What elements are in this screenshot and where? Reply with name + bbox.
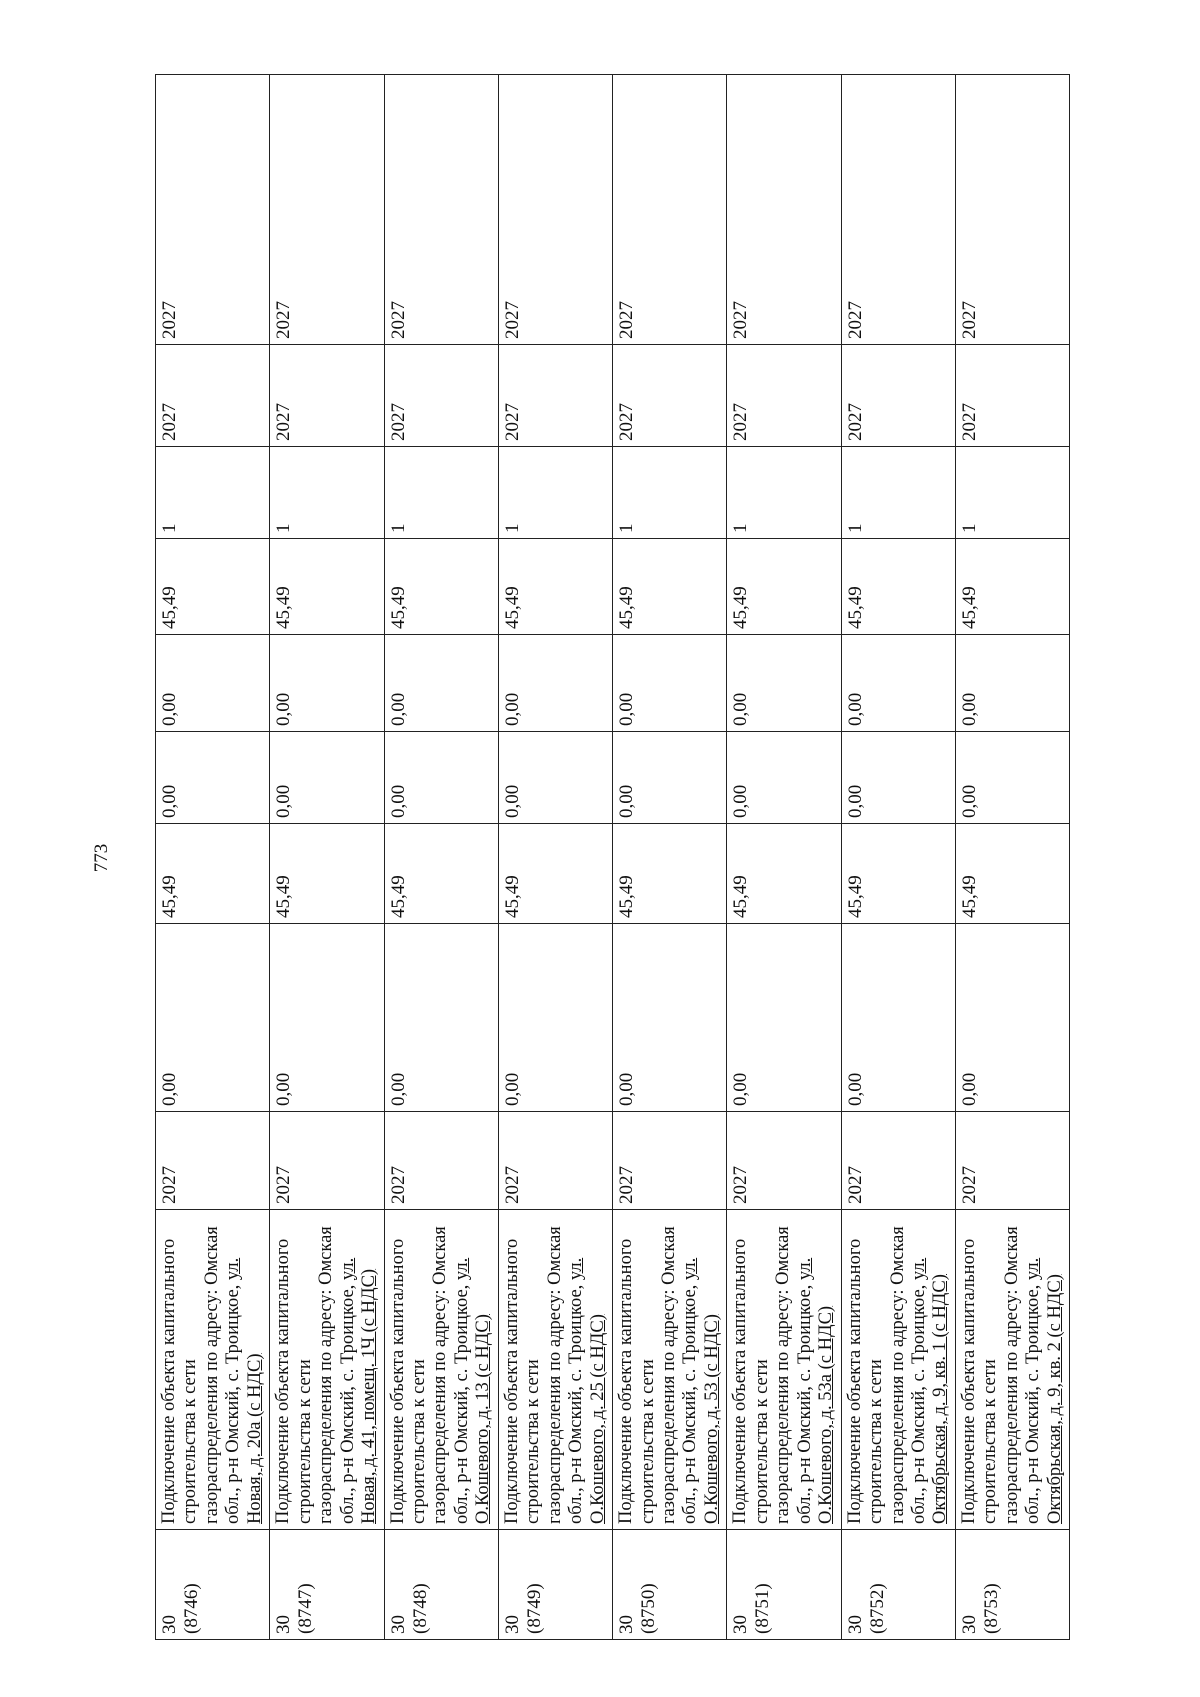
table-body bbox=[156, 75, 1070, 1640]
row-code: (8752) bbox=[866, 1583, 888, 1634]
row-number: 30 bbox=[501, 1615, 523, 1634]
table-row bbox=[841, 75, 955, 1640]
count-cell: 1 bbox=[727, 447, 841, 539]
description-cell bbox=[156, 1210, 270, 1530]
row-number: 30 bbox=[387, 1615, 409, 1634]
year-cell: 2027 bbox=[498, 345, 612, 447]
value-cell: 0,00 bbox=[156, 924, 270, 1112]
value-cell: 45,49 bbox=[613, 824, 727, 924]
description-address: ул. О.Кошевого, д. 53 (с НДС) bbox=[680, 1257, 722, 1524]
start-year-cell: 2027 bbox=[613, 1112, 727, 1210]
value-cell: 0,00 bbox=[727, 924, 841, 1112]
value-cell: 45,49 bbox=[498, 824, 612, 924]
value-cell: 45,49 bbox=[156, 539, 270, 635]
count-cell: 1 bbox=[384, 447, 498, 539]
description-cell bbox=[384, 1210, 498, 1530]
description-text: Подключение объекта капитального строительства к сети газораспределения по адресу: Омская обл., р-н Омский, с. Троицкое, bbox=[844, 1226, 929, 1524]
description-text: Подключение объекта капитального строительства к сети газораспределения по адресу: Омская обл., р-н Омский, с. Троицкое, bbox=[730, 1226, 815, 1524]
value-cell: 0,00 bbox=[613, 924, 727, 1112]
description-address: ул. Новая, д. 20а (с НДС) bbox=[223, 1257, 265, 1524]
count-cell: 1 bbox=[613, 447, 727, 539]
value-cell: 0,00 bbox=[955, 732, 1069, 824]
value-cell: 45,49 bbox=[955, 824, 1069, 924]
row-code: (8748) bbox=[409, 1583, 431, 1634]
value-cell: 0,00 bbox=[270, 924, 384, 1112]
row-code: (8749) bbox=[523, 1583, 545, 1634]
value-cell: 45,49 bbox=[841, 539, 955, 635]
count-cell: 1 bbox=[270, 447, 384, 539]
row-number-cell bbox=[498, 1530, 612, 1640]
row-number-cell bbox=[841, 1530, 955, 1640]
year-cell: 2027 bbox=[498, 75, 612, 345]
year-cell: 2027 bbox=[955, 75, 1069, 345]
row-number-cell bbox=[384, 1530, 498, 1640]
value-cell: 0,00 bbox=[727, 732, 841, 824]
table-row bbox=[270, 75, 384, 1640]
description-cell bbox=[955, 1210, 1069, 1530]
year-cell: 2027 bbox=[270, 75, 384, 345]
description-address: ул. Октябрьская, д. 9, кв. 1 (с НДС) bbox=[908, 1257, 951, 1524]
value-cell: 0,00 bbox=[613, 732, 727, 824]
description-text: Подключение объекта капитального строительства к сети газораспределения по адресу: Омская обл., р-н Омский, с. Троицкое, bbox=[958, 1226, 1044, 1524]
value-cell: 45,49 bbox=[270, 824, 384, 924]
table-row bbox=[727, 75, 841, 1640]
value-cell: 45,49 bbox=[270, 539, 384, 635]
row-number-cell bbox=[156, 1530, 270, 1640]
start-year-cell: 2027 bbox=[270, 1112, 384, 1210]
table-row bbox=[384, 75, 498, 1640]
row-number: 30 bbox=[616, 1615, 638, 1634]
start-year-cell: 2027 bbox=[498, 1112, 612, 1210]
value-cell: 0,00 bbox=[498, 635, 612, 732]
start-year-cell: 2027 bbox=[727, 1112, 841, 1210]
description-text: Подключение объекта капитального строительства к сети газораспределения по адресу: Омская обл., р-н Омский, с. Троицкое, bbox=[159, 1226, 244, 1524]
description-cell bbox=[498, 1210, 612, 1530]
year-cell: 2027 bbox=[841, 345, 955, 447]
start-year-cell: 2027 bbox=[955, 1112, 1069, 1210]
description-address: ул. О.Кошевого, д. 13 (с НДС) bbox=[451, 1257, 494, 1524]
description-cell bbox=[613, 1210, 727, 1530]
year-cell: 2027 bbox=[156, 75, 270, 345]
value-cell: 45,49 bbox=[841, 824, 955, 924]
description-text: Подключение объекта капитального строительства к сети газораспределения по адресу: Омская обл., р-н Омский, с. Троицкое, bbox=[616, 1226, 701, 1524]
row-number-cell bbox=[727, 1530, 841, 1640]
year-cell: 2027 bbox=[727, 75, 841, 345]
row-number-cell bbox=[613, 1530, 727, 1640]
year-cell: 2027 bbox=[841, 75, 955, 345]
row-number: 30 bbox=[730, 1615, 752, 1634]
value-cell: 45,49 bbox=[384, 539, 498, 635]
year-cell: 2027 bbox=[613, 75, 727, 345]
rotated-table-wrapper bbox=[155, 75, 1065, 1640]
value-cell: 0,00 bbox=[156, 635, 270, 732]
row-number-cell bbox=[270, 1530, 384, 1640]
year-cell: 2027 bbox=[384, 345, 498, 447]
value-cell: 0,00 bbox=[498, 924, 612, 1112]
description-address: ул. О.Кошевого, д. 25 (с НДС) bbox=[566, 1257, 608, 1524]
count-cell: 1 bbox=[841, 447, 955, 539]
value-cell: 0,00 bbox=[384, 732, 498, 824]
value-cell: 0,00 bbox=[156, 732, 270, 824]
year-cell: 2027 bbox=[384, 75, 498, 345]
description-address: ул. Новая, д. 41, помещ. 1Ч (с НДС) bbox=[337, 1257, 380, 1524]
value-cell: 0,00 bbox=[841, 924, 955, 1112]
value-cell: 45,49 bbox=[156, 824, 270, 924]
row-number-cell bbox=[955, 1530, 1069, 1640]
value-cell: 0,00 bbox=[955, 924, 1069, 1112]
value-cell: 45,49 bbox=[498, 539, 612, 635]
row-code: (8753) bbox=[980, 1583, 1002, 1634]
value-cell: 0,00 bbox=[613, 635, 727, 732]
value-cell: 0,00 bbox=[955, 635, 1069, 732]
value-cell: 0,00 bbox=[841, 635, 955, 732]
data-table bbox=[155, 74, 1070, 1640]
description-address: ул. О.Кошевого, д. 53а (с НДС) bbox=[794, 1257, 837, 1524]
row-number: 30 bbox=[958, 1615, 980, 1634]
year-cell: 2027 bbox=[270, 345, 384, 447]
value-cell: 45,49 bbox=[613, 539, 727, 635]
description-cell bbox=[270, 1210, 384, 1530]
start-year-cell: 2027 bbox=[841, 1112, 955, 1210]
start-year-cell: 2027 bbox=[156, 1112, 270, 1210]
description-text: Подключение объекта капитального строительства к сети газораспределения по адресу: Омская обл., р-н Омский, с. Троицкое, bbox=[273, 1226, 358, 1524]
row-code: (8746) bbox=[181, 1583, 203, 1634]
year-cell: 2027 bbox=[727, 345, 841, 447]
table-row bbox=[955, 75, 1069, 1640]
year-cell: 2027 bbox=[156, 345, 270, 447]
value-cell: 45,49 bbox=[955, 539, 1069, 635]
page-number: 773 bbox=[91, 843, 112, 873]
row-code: (8750) bbox=[638, 1583, 660, 1634]
description-cell bbox=[841, 1210, 955, 1530]
value-cell: 45,49 bbox=[727, 539, 841, 635]
value-cell: 0,00 bbox=[498, 732, 612, 824]
value-cell: 0,00 bbox=[270, 635, 384, 732]
value-cell: 0,00 bbox=[270, 732, 384, 824]
year-cell: 2027 bbox=[613, 345, 727, 447]
row-code: (8747) bbox=[295, 1583, 317, 1634]
value-cell: 45,49 bbox=[727, 824, 841, 924]
value-cell: 45,49 bbox=[384, 824, 498, 924]
table-row bbox=[613, 75, 727, 1640]
description-address: ул. Октябрьская, д. 9, кв. 2 (с НДС) bbox=[1023, 1257, 1065, 1524]
start-year-cell: 2027 bbox=[384, 1112, 498, 1210]
count-cell: 1 bbox=[498, 447, 612, 539]
table-row bbox=[156, 75, 270, 1640]
year-cell: 2027 bbox=[955, 345, 1069, 447]
description-text: Подключение объекта капитального строительства к сети газораспределения по адресу: Омская обл., р-н Омский, с. Троицкое, bbox=[501, 1226, 587, 1524]
table-row bbox=[498, 75, 612, 1640]
row-code: (8751) bbox=[752, 1583, 774, 1634]
value-cell: 0,00 bbox=[384, 924, 498, 1112]
description-cell bbox=[727, 1210, 841, 1530]
row-number: 30 bbox=[159, 1615, 180, 1634]
value-cell: 0,00 bbox=[841, 732, 955, 824]
value-cell: 0,00 bbox=[727, 635, 841, 732]
row-number: 30 bbox=[273, 1615, 295, 1634]
row-number: 30 bbox=[844, 1615, 866, 1634]
value-cell: 0,00 bbox=[384, 635, 498, 732]
description-text: Подключение объекта капитального строительства к сети газораспределения по адресу: Омская обл., р-н Омский, с. Троицкое, bbox=[387, 1226, 472, 1524]
count-cell: 1 bbox=[955, 447, 1069, 539]
count-cell: 1 bbox=[156, 447, 270, 539]
